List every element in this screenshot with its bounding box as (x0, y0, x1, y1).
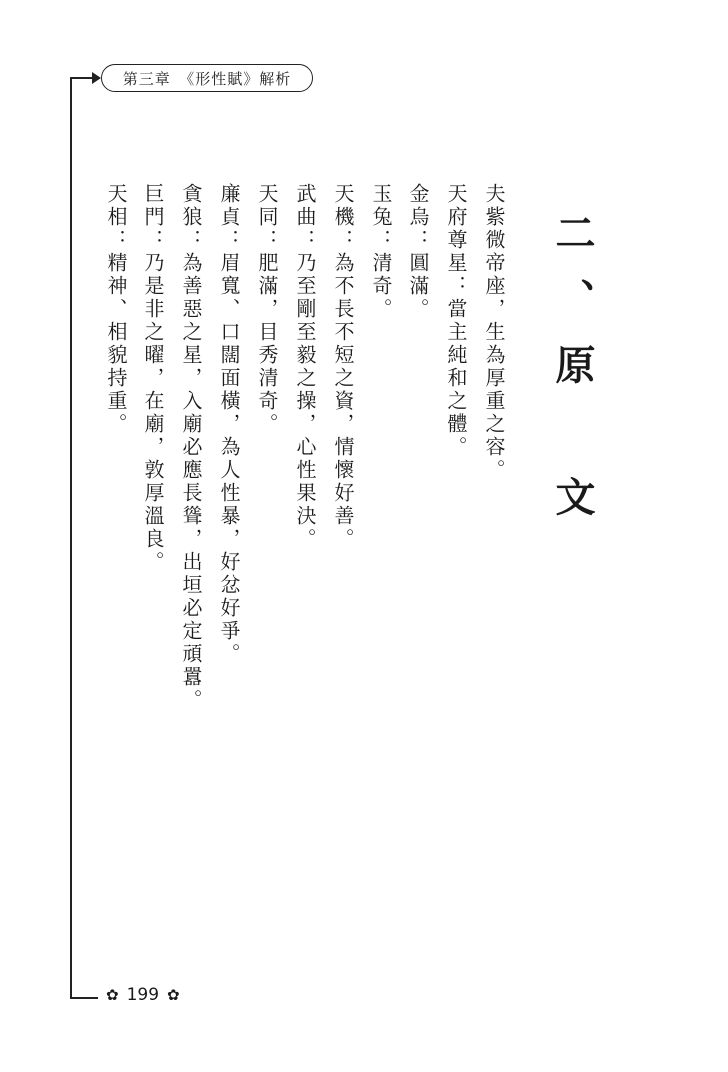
text-column-2: 天府尊星：當主純和之體。 (444, 183, 468, 459)
text-column-4: 玉兔：清奇。 (369, 183, 393, 321)
bracket-line-bottom (70, 997, 98, 999)
text-column-1: 夫紫微帝座，生為厚重之容。 (482, 183, 506, 482)
page-number: 199 (126, 985, 160, 1005)
text-column-3: 金烏：圓滿。 (406, 183, 430, 321)
text-column-11: 天相：精神、相貌持重。 (104, 183, 128, 436)
text-column-9: 貪狼：為善惡之星，入廟必應長聳，出垣必定頑囂。 (179, 183, 203, 712)
flower-ornament-icon: ✿ (167, 985, 180, 1004)
page-footer (106, 985, 180, 1005)
text-column-6: 武曲：乃至剛至毅之操，心性果決。 (293, 183, 317, 551)
chapter-tab (101, 64, 313, 92)
text-column-8: 廉貞：眉寬、口闊面橫，為人性暴，好忿好爭。 (217, 183, 241, 666)
text-column-10: 巨門：乃是非之曜，在廟，敦厚溫良。 (141, 183, 165, 574)
text-column-5: 天機：為不長不短之資，情懷好善。 (331, 183, 355, 551)
chapter-tab-label: 第三章 《形性賦》解析 (122, 69, 292, 88)
text-column-7: 天同：肥滿，目秀清奇。 (255, 183, 279, 436)
section-title: 二、原 文 (549, 212, 595, 542)
flower-ornament-icon: ✿ (106, 985, 119, 1004)
bracket-line-vertical (70, 78, 72, 998)
arrow-right-icon (92, 72, 101, 84)
